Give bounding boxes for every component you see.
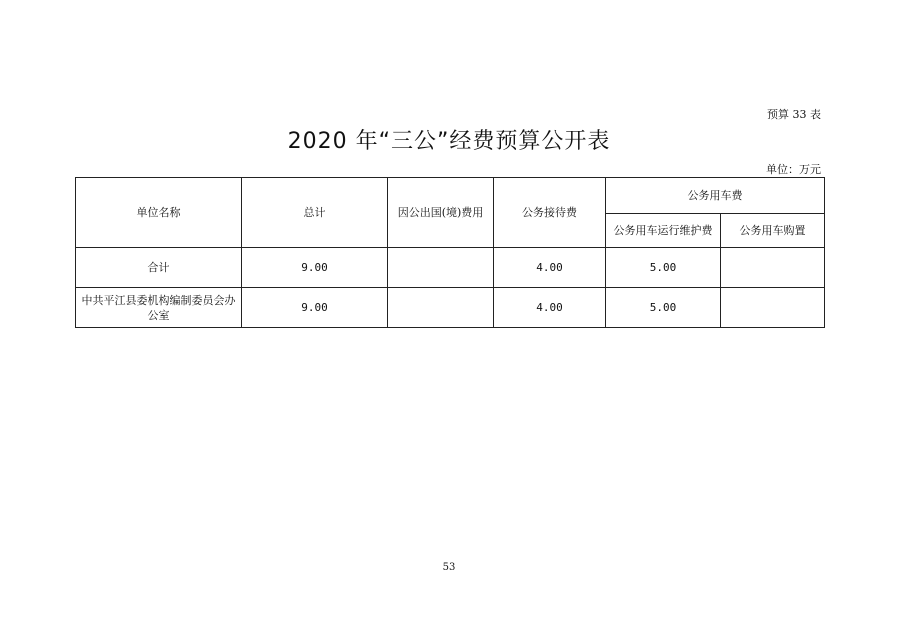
budget-table bbox=[75, 177, 825, 328]
page-number: 53 bbox=[442, 562, 456, 573]
cell-vehicle-purchase bbox=[721, 248, 825, 288]
unit-label: 单位：万元 bbox=[766, 163, 821, 176]
cell-total: 9.00 bbox=[242, 288, 388, 328]
cell-vehicle-operation: 5.00 bbox=[606, 248, 721, 288]
header-total: 总计 bbox=[242, 178, 388, 248]
table-header-row bbox=[76, 178, 825, 214]
cell-reception: 4.00 bbox=[494, 248, 606, 288]
cell-vehicle-purchase bbox=[721, 288, 825, 328]
form-number: 预算 33 表 bbox=[767, 108, 821, 121]
cell-abroad bbox=[388, 288, 494, 328]
cell-total: 9.00 bbox=[242, 248, 388, 288]
header-vehicle-operation: 公务用车运行维护费 bbox=[606, 214, 721, 248]
cell-unit-name: 中共平江县委机构编制委员会办公室 bbox=[76, 288, 242, 328]
table-row bbox=[76, 248, 825, 288]
cell-unit-name: 合计 bbox=[76, 248, 242, 288]
header-vehicle: 公务用车费 bbox=[606, 178, 825, 214]
header-abroad: 因公出国(境)费用 bbox=[388, 178, 494, 248]
header-unit-name: 单位名称 bbox=[76, 178, 242, 248]
cell-vehicle-operation: 5.00 bbox=[606, 288, 721, 328]
cell-reception: 4.00 bbox=[494, 288, 606, 328]
header-reception: 公务接待费 bbox=[494, 178, 606, 248]
cell-abroad bbox=[388, 248, 494, 288]
table-row bbox=[76, 288, 825, 328]
page-title: 2020 年“三公”经费预算公开表 bbox=[287, 129, 611, 154]
header-vehicle-purchase: 公务用车购置 bbox=[721, 214, 825, 248]
